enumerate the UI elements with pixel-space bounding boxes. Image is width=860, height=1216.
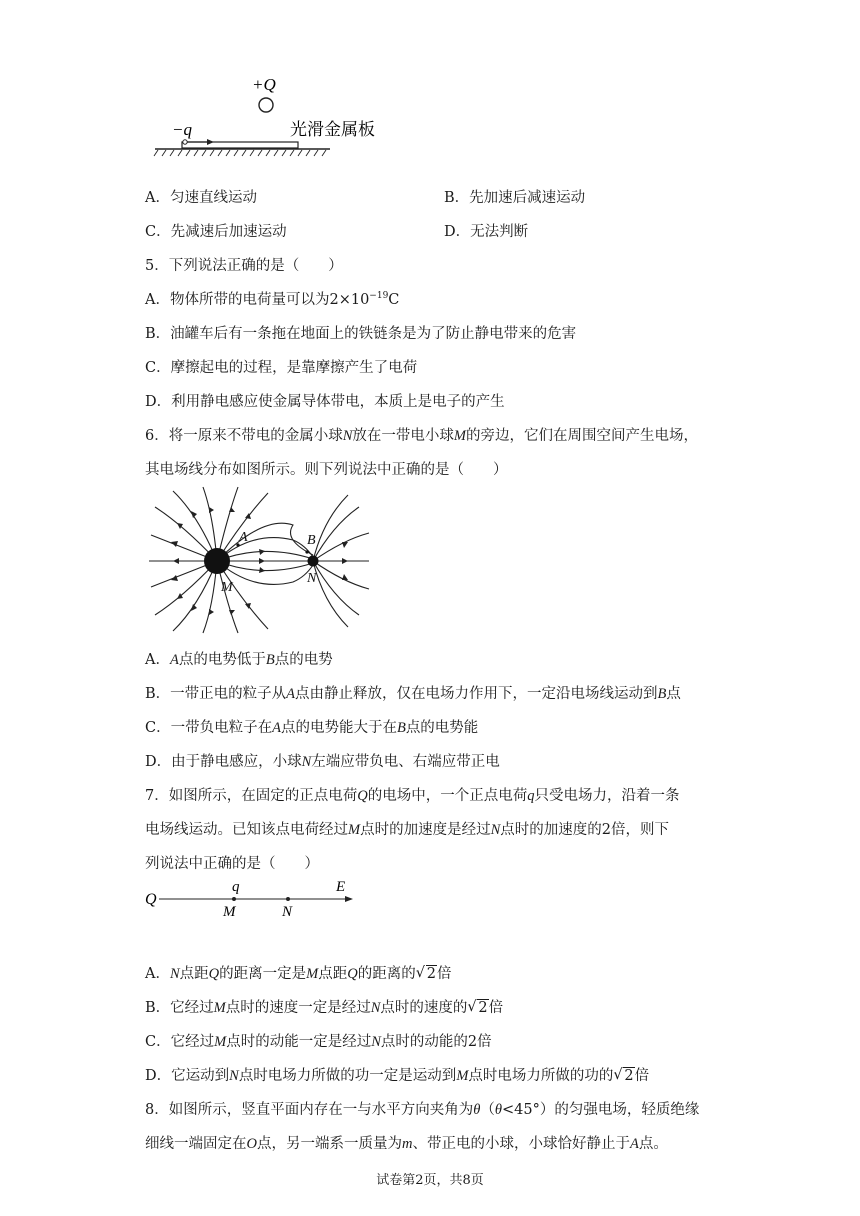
q6-opt-part: 点的电势	[274, 652, 333, 668]
q7-option-d	[145, 1064, 649, 1085]
q6-stem-line1	[145, 424, 698, 445]
q7-opt-part: 点时的动能一定是经过	[226, 1034, 372, 1050]
charge-top-ball	[259, 98, 273, 112]
q7-opt-part: 点时的速度一定是经过	[225, 1000, 371, 1016]
label-B: B	[307, 533, 316, 548]
q7-option-a	[145, 962, 451, 983]
q7-opt-part: 点时的动能的2倍	[380, 1034, 492, 1050]
q7-opt-part: B．它经过	[145, 1000, 214, 1016]
var-Q: Q	[357, 788, 368, 804]
var-N: N	[370, 1000, 381, 1016]
point-M	[232, 897, 236, 901]
q4-option-c-text: 先减速后加速运动	[170, 224, 287, 240]
var-theta: θ	[473, 1102, 481, 1118]
var-A: A	[169, 652, 179, 668]
figure-field-line-QMN	[143, 876, 363, 922]
ball-N	[308, 556, 319, 567]
q8-part: （	[480, 1102, 495, 1118]
label-N: N	[282, 904, 293, 920]
var-M: M	[306, 966, 319, 982]
q8-line1	[145, 1098, 699, 1119]
metal-plate	[182, 142, 298, 148]
q4-option-d	[444, 220, 528, 241]
q7-opt-part: 点距	[179, 966, 209, 982]
charge-left-ball	[183, 140, 187, 144]
var-N: N	[301, 754, 312, 770]
ground-hatch	[154, 150, 326, 156]
q8-part: 点。	[638, 1136, 668, 1152]
q8-part: 细线一端固定在	[145, 1136, 247, 1152]
q4-option-b-key: B．	[444, 190, 470, 206]
q4-option-a-text: 匀速直线运动	[169, 190, 257, 206]
ball-M	[204, 548, 230, 574]
q6-stem-part: 的旁边，它们在周围空间产生电场，	[466, 428, 698, 444]
var-N: N	[342, 428, 353, 444]
q4-option-b-text: 先加速后减速运动	[469, 190, 586, 206]
q7-opt-part: A．	[145, 966, 170, 982]
q4-option-d-text: 无法判断	[470, 224, 529, 240]
q7-opt-part: 倍	[436, 966, 452, 982]
var-M: M	[453, 428, 466, 444]
q7-opt-part: 倍	[488, 1000, 504, 1016]
q5-option-c: C．摩擦起电的过程，是靠摩擦产生了电荷	[145, 360, 418, 376]
var-M: M	[213, 1000, 226, 1016]
var-Q: Q	[347, 966, 358, 982]
q4-option-a-key: A．	[145, 190, 170, 206]
q8-part: 8．如图所示，竖直平面内存在一与水平方向夹角为	[145, 1102, 474, 1118]
var-M: M	[214, 1034, 227, 1050]
q7-stem-line3: 列说法中正确的是（ ）	[145, 856, 319, 872]
q6-opt-part: 点的电势低于	[178, 652, 266, 668]
var-B: B	[265, 652, 275, 668]
var-q: q	[527, 788, 535, 804]
q6-opt-part: 点	[666, 686, 681, 702]
var-N: N	[371, 1034, 381, 1050]
q4-option-c-key: C．	[145, 224, 171, 240]
var-A: A	[286, 686, 296, 702]
var-Q: Q	[208, 966, 220, 982]
q7-opt-part: D．它运动到	[145, 1068, 230, 1084]
label-N: N	[307, 571, 317, 586]
q6-stem-part: 放在一带电小球	[352, 428, 454, 444]
q6-opt-part: 点由静止释放，仅在电场力作用下，一定沿电场线运动到	[295, 686, 658, 702]
charge-top-label: +Q	[252, 75, 276, 94]
q5-option-a-unit: C	[388, 292, 400, 308]
q7-opt-part: 点距	[318, 966, 348, 982]
var-theta: θ	[494, 1102, 502, 1118]
field-lines-middle	[217, 523, 313, 584]
var-N: N	[490, 822, 501, 838]
var-N: N	[169, 966, 180, 982]
figure-field-lines	[143, 485, 373, 635]
q7-opt-part: 点时电场力所做的功的	[468, 1068, 614, 1084]
sqrt-arg: 2	[624, 1068, 634, 1084]
var-A: A	[272, 720, 281, 736]
q6-opt-part: 左端应带负电、右端应带正电	[311, 754, 500, 770]
q6-stem-part: 6．将一原来不带电的金属小球	[145, 428, 343, 444]
q5-option-a-exponent: −19	[369, 291, 389, 302]
q4-option-b	[444, 186, 585, 207]
q7-stem-line1	[145, 784, 679, 805]
var-O: O	[246, 1136, 257, 1152]
q6-opt-part: D．由于静电感应，小球	[145, 754, 302, 770]
q8-part: <45°）的匀强电场，轻质绝缘	[501, 1102, 700, 1118]
var-A: A	[629, 1136, 639, 1152]
q5-option-a	[145, 288, 399, 309]
label-M: M	[221, 580, 233, 595]
q7-stem-part: 的电场中，一个正点电荷	[367, 788, 528, 804]
var-m: m	[401, 1136, 413, 1152]
page-footer: 试卷第2页，共8页	[376, 1173, 484, 1188]
var-M: M	[348, 822, 361, 838]
q7-stem-part: 电场线运动。已知该点电荷经过	[145, 822, 348, 838]
point-N	[286, 897, 290, 901]
label-E: E	[336, 879, 346, 895]
q7-opt-part: 的距离一定是	[219, 966, 307, 982]
var-M: M	[456, 1068, 469, 1084]
charge-left-label: −q	[172, 120, 192, 139]
sqrt-arg: 2	[426, 966, 436, 982]
q7-option-b	[145, 996, 503, 1017]
q6-option-c	[145, 716, 478, 737]
q6-opt-part: 点的电势能	[405, 720, 479, 736]
var-B: B	[396, 720, 406, 736]
q5-option-b: B．油罐车后有一条拖在地面上的铁链条是为了防止静电带来的危害	[145, 326, 577, 342]
label-A: A	[239, 530, 248, 545]
q7-opt-part: 倍	[634, 1068, 650, 1084]
q6-opt-part: B．一带正电的粒子从	[145, 686, 287, 702]
sqrt-arg: 2	[478, 1000, 488, 1016]
field-arrowhead	[345, 896, 353, 902]
q7-opt-part: 点时电场力所做的功一定是运动到	[238, 1068, 457, 1084]
q7-stem-part: 点时的加速度是经过	[360, 822, 491, 838]
q5-stem: 5．下列说法正确的是（ ）	[145, 258, 343, 274]
q7-stem-line2	[145, 818, 669, 839]
q7-opt-part: 点时的速度的	[380, 1000, 468, 1016]
q7-opt-part: C．它经过	[145, 1034, 215, 1050]
label-M: M	[223, 904, 236, 920]
figure-charge-plate	[150, 70, 410, 160]
field-lines-right	[313, 495, 369, 627]
q8-part: 点，另一端系一质量为	[256, 1136, 402, 1152]
q6-option-a	[145, 648, 333, 669]
q7-option-c	[145, 1030, 492, 1051]
q4-option-c	[145, 220, 287, 241]
q7-opt-part: 的距离的	[357, 966, 416, 982]
var-N: N	[229, 1068, 239, 1084]
q7-stem-part: 7．如图所示，在固定的正点电荷	[145, 788, 358, 804]
q4-option-a	[145, 186, 257, 207]
sqrt-symbol	[467, 1000, 488, 1016]
q8-line2	[145, 1132, 668, 1153]
q5-option-a-text: A．物体所带的电荷量可以为2×10	[145, 292, 370, 308]
point-B	[305, 550, 308, 553]
q6-opt-part: 点的电势能大于在	[280, 720, 397, 736]
plate-label: 光滑金属板	[290, 120, 375, 140]
label-Q: Q	[145, 891, 157, 908]
q7-stem-part: 只受电场力，沿着一条	[534, 788, 680, 804]
label-q: q	[232, 879, 240, 895]
q5-option-d: D．利用静电感应使金属导体带电，本质上是电子的产生	[145, 394, 505, 410]
q6-opt-part: A．	[145, 652, 170, 668]
sqrt-symbol	[416, 966, 437, 982]
q6-stem-line2: 其电场线分布如图所示。则下列说法中正确的是（ ）	[145, 462, 508, 478]
var-B: B	[657, 686, 667, 702]
sqrt-symbol	[613, 1068, 634, 1084]
q4-option-d-key: D．	[444, 224, 471, 240]
q7-stem-part: 点时的加速度的2倍，则下	[500, 822, 669, 838]
q6-option-b	[145, 682, 681, 703]
q8-part: 、带正电的小球，小球恰好静止于	[412, 1136, 630, 1152]
q6-option-d	[145, 750, 500, 771]
q6-opt-part: C．一带负电粒子在	[145, 720, 273, 736]
